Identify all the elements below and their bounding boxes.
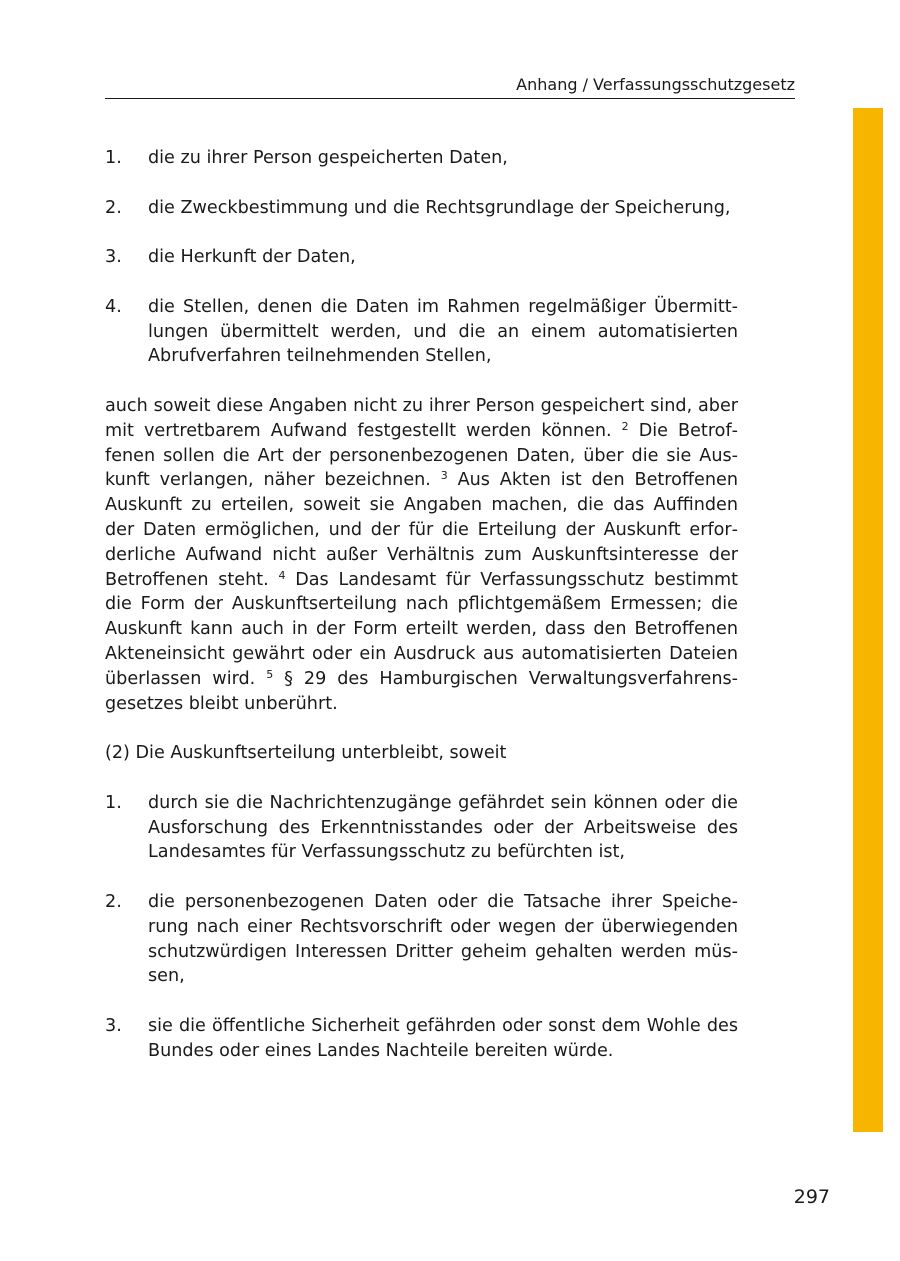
list-item-number: 4. — [105, 296, 122, 317]
list-item-text: durch sie die Nachrichtenzugänge gefährdet sein können oder die Ausforschung des Erkenntnisstandes oder der Arbeitsweise des Landesamtes für Verfassungsschutz zu befürchten ist, — [148, 792, 738, 863]
list-item-number: 2. — [105, 197, 122, 218]
sentence: Die Betroffenen sollen die Art der personenbezogenen Daten, über die sie Auskunft verlangen, näher bezeichnen. — [105, 420, 738, 491]
page-number: 297 — [793, 1186, 830, 1208]
list-item-text: die Stellen, denen die Daten im Rahmen regelmäßiger Übermittlungen übermittelt werden, und die an einem automatisierten Abrufverfahren teilnehmenden Stellen, — [148, 296, 738, 367]
sentence-marker: 5 — [266, 667, 274, 681]
list-item-number: 3. — [105, 1015, 122, 1036]
list-item-text: die Zweckbestimmung und die Rechtsgrundlage der Speicherung, — [148, 197, 731, 218]
sentence-marker: 3 — [440, 469, 448, 483]
list-item-text: die personenbezogenen Daten oder die Tatsache ihrer Speicherung nach einer Rechtsvorschrift oder wegen der überwiegenden schutzwürdigen Interessen Dritter geheim gehalten werden müssen, — [148, 891, 738, 987]
body-paragraph — [105, 394, 738, 716]
list-item — [105, 295, 738, 369]
sentence: § 29 des Hamburgischen Verwaltungsverfahrensgesetzes bleibt unberührt. — [105, 668, 738, 714]
list-item — [105, 1014, 738, 1064]
list-item — [105, 890, 738, 989]
list-item — [105, 791, 738, 865]
list-item — [105, 245, 738, 270]
sentence-marker: 2 — [621, 419, 629, 433]
running-header — [105, 74, 795, 99]
list-item-text: die Herkunft der Daten, — [148, 247, 356, 268]
sentence: Das Landesamt für Verfassungsschutz bestimmt die Form der Auskunftserteilung nach pflichtgemäßem Ermessen; die Auskunft kann auch in der Form erteilt werden, dass den Betroffenen Akteneinsicht gewährt oder ein Ausdruck aus automatisierten Dateien überlassen wird. — [105, 569, 738, 689]
sentence: auch soweit diese Angaben nicht zu ihrer Person gespeichert sind, aber mit vertretbarem Aufwand festgestellt werden können. — [105, 395, 738, 441]
list-item-number: 3. — [105, 247, 122, 268]
list-item-text: die zu ihrer Person gespeicherten Daten, — [148, 148, 508, 168]
list-item — [105, 146, 738, 171]
list-item-number: 1. — [105, 792, 122, 813]
list-item-number: 1. — [105, 148, 122, 168]
list-item-text: sie die öffentliche Sicherheit gefährden oder sonst dem Wohle des Bundes oder eines Landes Nachteile bereiten würde. — [148, 1015, 738, 1061]
sentence: Aus Akten ist den Betroffenen Auskunft zu erteilen, soweit sie Angaben machen, die das Auffinden der Daten ermöglichen, und der für die Erteilung der Auskunft erforderliche Aufwand nicht außer Verhältnis zum Auskunftsinteresse der Betroffenen steht. — [105, 470, 738, 590]
sentence-marker: 4 — [278, 568, 286, 582]
list-item-number: 2. — [105, 891, 122, 912]
running-title: Anhang / Verfassungsschutzgesetz — [516, 75, 795, 94]
chapter-tab-bar — [853, 108, 883, 1132]
section-intro: (2) Die Auskunftserteilung unterbleibt, soweit — [105, 743, 507, 764]
page-body — [105, 146, 738, 1088]
list-item — [105, 196, 738, 221]
